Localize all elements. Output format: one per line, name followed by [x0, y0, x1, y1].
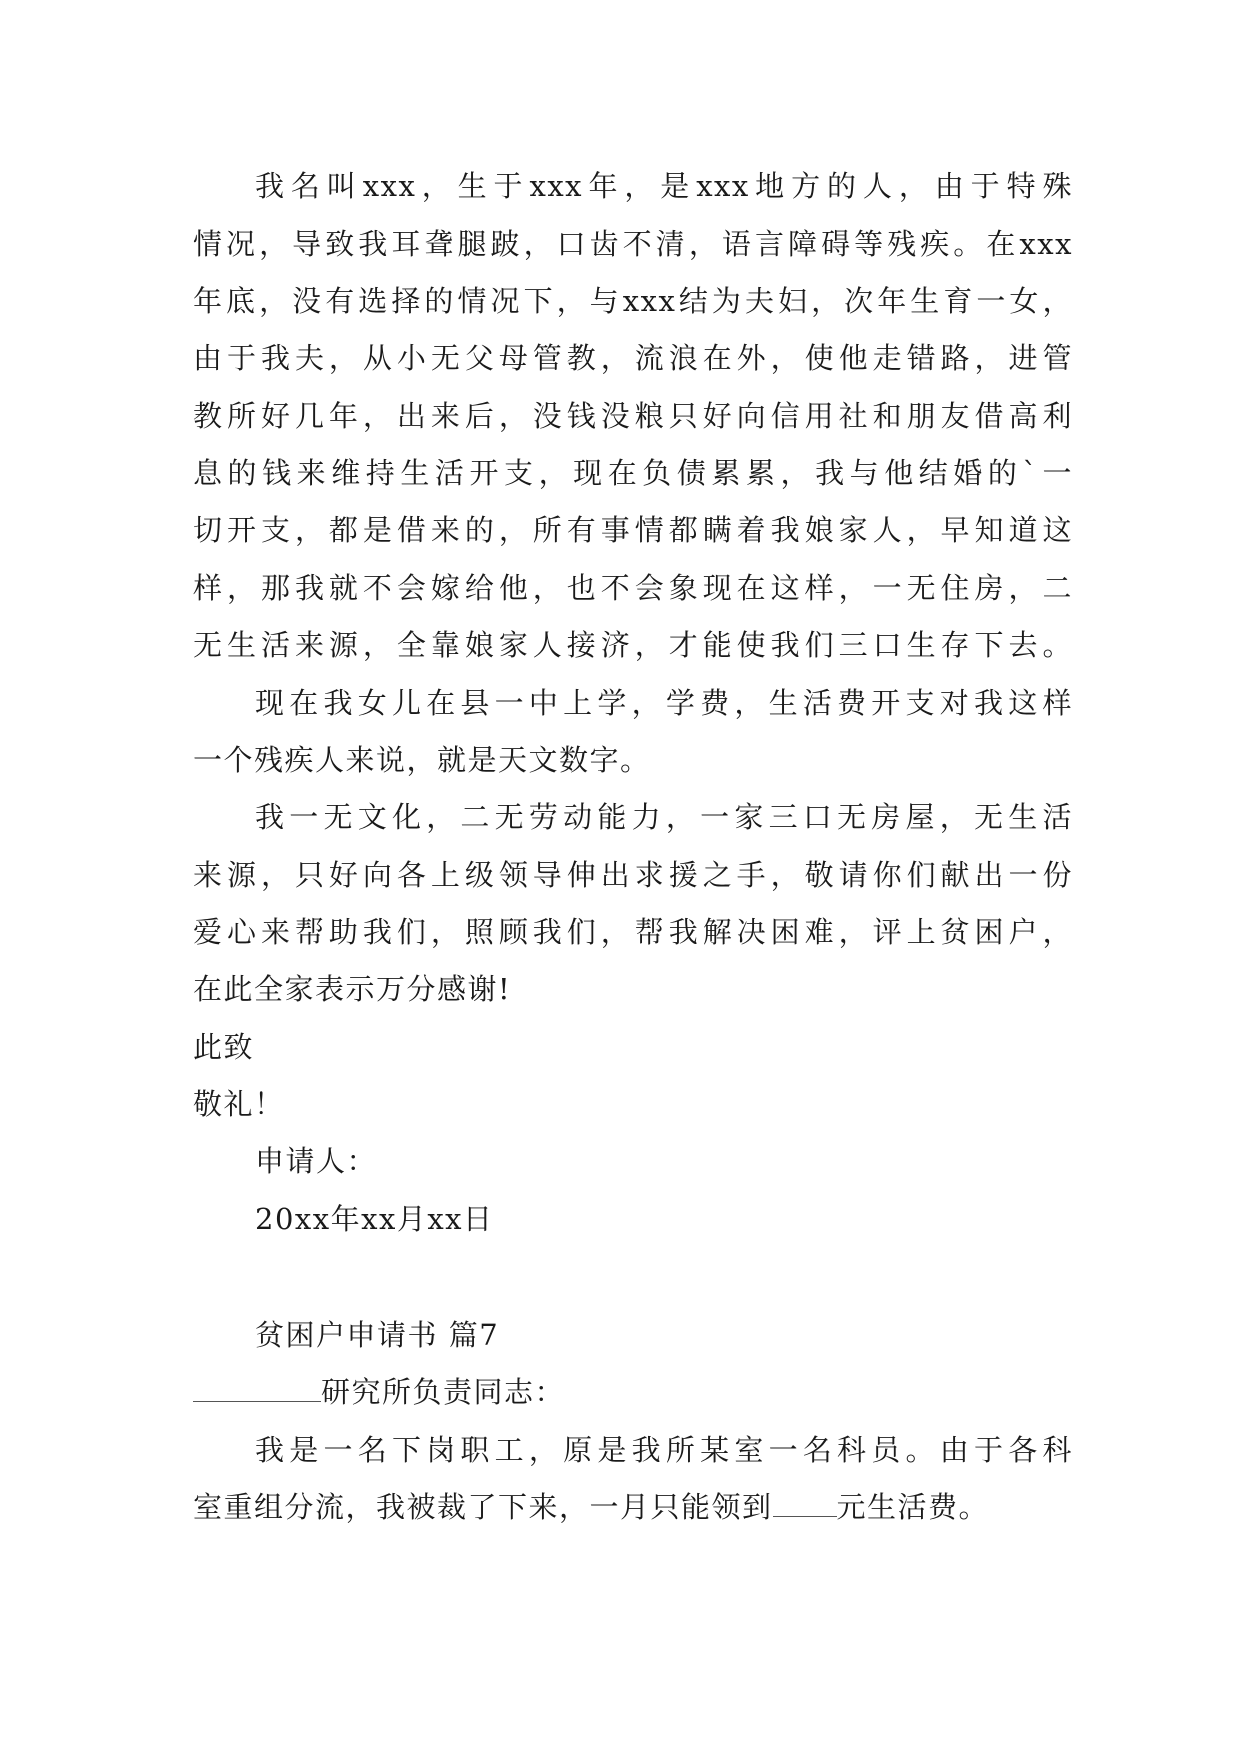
paragraph-1-line-7: 切开支，都是借来的，所有事情都瞒着我娘家人，早知道这	[193, 513, 1073, 547]
paragraph-2-line-1: 现在我女儿在县一中上学，学费，生活费开支对我这样	[255, 686, 1073, 720]
signature-date: 20xx年xx月xx日	[255, 1202, 494, 1236]
closing-cizhi: 此致	[193, 1030, 255, 1064]
paragraph-1-line-6: 息的钱来维持生活开支，现在负债累累，我与他结婚的`一	[193, 456, 1073, 490]
paragraph-2-line-2: 一个残疾人来说，就是天文数字。	[193, 743, 651, 777]
paragraph-3-line-2: 来源，只好向各上级领导伸出求援之手，敬请你们献出一份	[193, 858, 1073, 892]
applicant-label: 申请人：	[255, 1144, 378, 1178]
section-title: 贫困户申请书 篇7	[255, 1318, 500, 1352]
paragraph-1-line-8: 样，那我就不会嫁给他，也不会象现在这样，一无住房，二	[193, 571, 1073, 605]
closing-jingli: 敬礼！	[193, 1087, 285, 1121]
paragraph-1-line-4: 由于我夫，从小无父母管教，流浪在外，使他走错路，进管	[193, 341, 1073, 375]
paragraph-3-line-1: 我一无文化，二无劳动能力，一家三口无房屋，无生活	[255, 800, 1073, 834]
salutation-text: 研究所负责同志：	[321, 1375, 566, 1409]
paragraph-3-line-4: 在此全家表示万分感谢!	[193, 972, 512, 1006]
paragraph-3-line-3: 爱心来帮助我们，照顾我们，帮我解决困难，评上贫困户，	[193, 915, 1073, 949]
amount-blank-underline	[773, 1490, 837, 1517]
paragraph-1-line-3: 年底，没有选择的情况下，与xxx结为夫妇，次年生育一女，	[193, 284, 1073, 318]
section-7-body-line-2	[193, 1487, 1073, 1527]
body-line-2-prefix: 室重组分流，我被裁了下来，一月只能领到	[193, 1490, 773, 1524]
paragraph-1-line-5: 教所好几年，出来后，没钱没粮只好向信用社和朋友借高利	[193, 399, 1073, 433]
paragraph-1-line-9: 无生活来源，全靠娘家人接济，才能使我们三口生存下去。	[193, 628, 1073, 662]
salutation-line	[193, 1372, 1073, 1412]
body-line-2-suffix: 元生活费。	[836, 1490, 990, 1524]
blank-underline	[193, 1375, 321, 1402]
paragraph-1-line-2: 情况，导致我耳聋腿跛，口齿不清，语言障碍等残疾。在xxx	[193, 227, 1073, 261]
section-7-body-line-1: 我是一名下岗职工，原是我所某室一名科员。由于各科	[255, 1433, 1073, 1467]
paragraph-1-line-1: 我名叫xxx，生于xxx年，是xxx地方的人，由于特殊	[255, 169, 1073, 203]
